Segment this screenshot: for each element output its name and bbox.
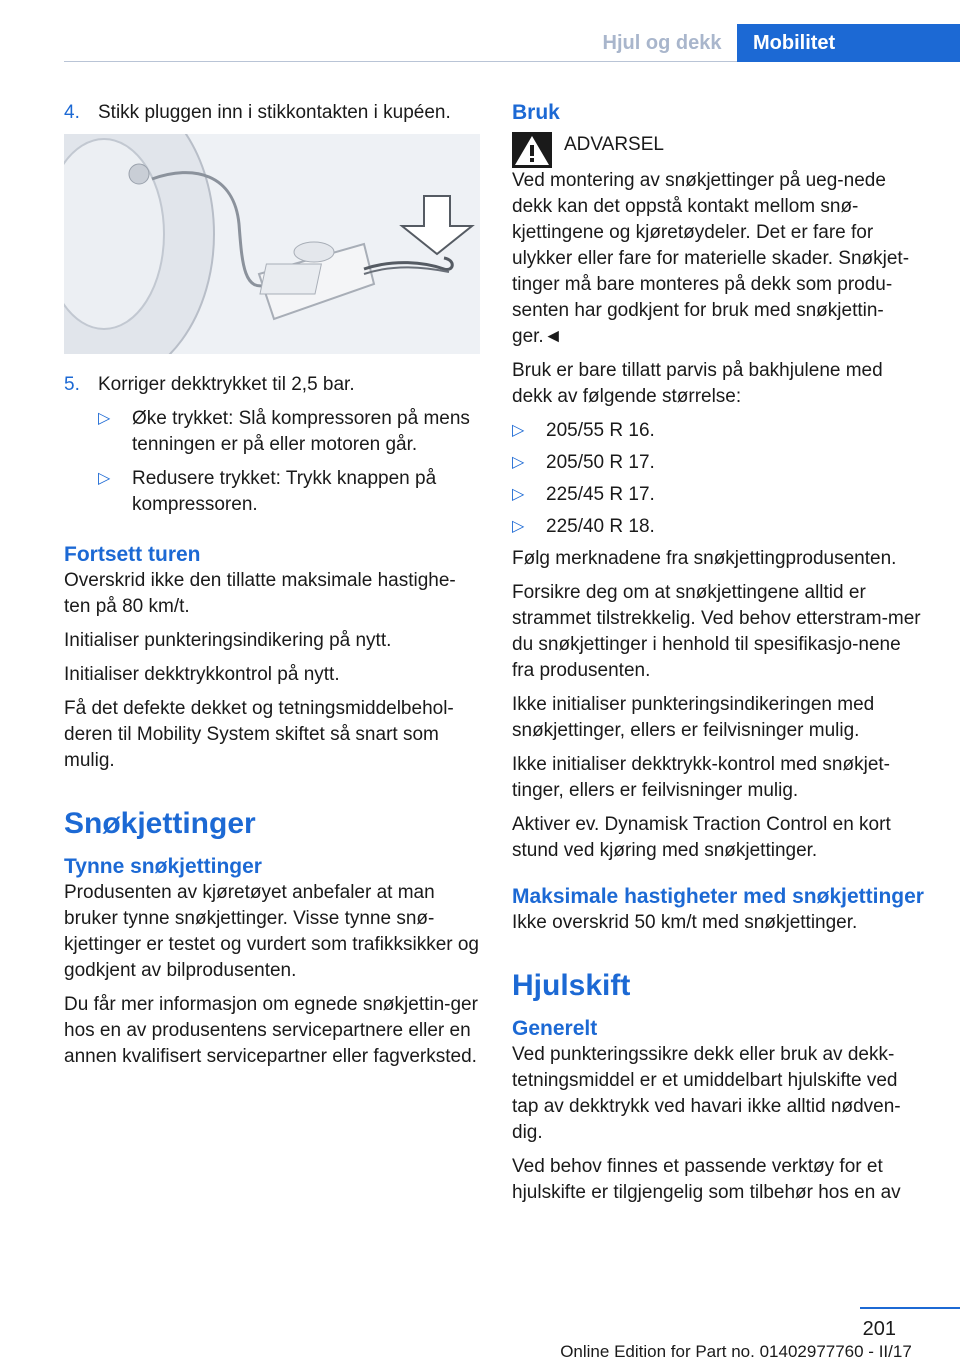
paragraph: Overskrid ikke den tillatte maksimale hastighe-ten på 80 km/t. (64, 570, 456, 617)
compressor-illustration (64, 134, 480, 354)
warning-block (512, 126, 928, 168)
heading-tynne-snokjettinger: Tynne snøkjettinger (64, 855, 262, 878)
list-item-text: 225/40 R 18. (546, 516, 655, 537)
sub-item-text: Øke trykket: Slå kompressoren på mens tenningen er på eller motoren går. (132, 408, 470, 455)
left-column (64, 100, 480, 1078)
paragraph: Følg merknadene fra snøkjettingprodusenten. (512, 548, 897, 569)
paragraph: Ikke initialiser dekktrykk-kontrol med snøkjet-tinger, ellers er feilvisninger mulig. (512, 754, 890, 801)
paragraph: Få det defekte dekket og tetningsmiddelbehol-deren til Mobility System skiftet så snart som mulig. (64, 698, 454, 771)
triangle-bullet-icon: ▷ (98, 410, 111, 427)
list-item-text: 225/45 R 17. (546, 484, 655, 505)
heading-generelt: Generelt (512, 1017, 598, 1040)
warning-triangle-icon (512, 132, 552, 168)
triangle-bullet-icon: ▷ (512, 486, 525, 503)
heading-bruk: Bruk (512, 101, 560, 124)
list-item-text: 205/55 R 16. (546, 420, 655, 441)
sub-item (98, 406, 480, 458)
heading-snokjettinger: Snøkjettinger (64, 807, 256, 840)
step-5 (64, 372, 480, 398)
edition-footer: Online Edition for Part no. 01402977760 - II/17 (560, 1342, 912, 1361)
triangle-bullet-icon: ▷ (512, 454, 525, 471)
step-number: 4. (64, 102, 80, 123)
step-text: Stikk pluggen inn i stikkontakten i kupéen. (98, 102, 451, 123)
footer-rule (860, 1307, 960, 1309)
paragraph: Ikke initialiser punkteringsindikeringen med snøkjettinger, ellers er feilvisninger mulig. (512, 694, 875, 741)
page-number: 201 (862, 1318, 896, 1340)
heading-fortsett-turen: Fortsett turen (64, 543, 201, 566)
paragraph: Ved punkteringssikre dekk eller bruk av dekk-tetningsmiddel er et umiddelbart hjulskifte ved tap av dekktrykk ved havari ikke alltid nødven-dig. (512, 1044, 901, 1143)
sub-item-text: Redusere trykket: Trykk knappen på kompressoren. (132, 468, 437, 515)
list-item (512, 418, 928, 444)
paragraph: Bruk er bare tillatt parvis på bakhjulene med dekk av følgende størrelse: (512, 360, 883, 407)
right-column (512, 100, 928, 1214)
heading-maksimale-hastigheter: Maksimale hastigheter med snøkjettinger (512, 885, 924, 908)
triangle-bullet-icon: ▷ (512, 518, 525, 535)
step-4 (64, 100, 480, 126)
paragraph: Produsenten av kjøretøyet anbefaler at man bruker tynne snøkjettinger. Visse tynne snø-kjettinger er testet og vurdert som trafikksikker og godkjent av bilprodusenten. (64, 882, 479, 981)
sub-item (98, 466, 480, 518)
paragraph: Forsikre deg om at snøkjettingene alltid er strammet tilstrekkelig. Ved behov etterstram-mer du snøkjettinger i henhold til spesifikasjo-nene fra produsenten. (512, 582, 921, 681)
step-text: Korriger dekktrykket til 2,5 bar. (98, 374, 355, 395)
triangle-bullet-icon: ▷ (512, 422, 525, 439)
warning-title: ADVARSEL (564, 134, 664, 155)
paragraph: Ved behov finnes et passende verktøy for et hjulskifte er tilgjengelig som tilbehør hos en av (512, 1156, 901, 1203)
list-item-text: 205/50 R 17. (546, 452, 655, 473)
step-number: 5. (64, 374, 80, 395)
list-item (512, 514, 928, 540)
triangle-bullet-icon: ▷ (98, 470, 111, 487)
paragraph: Initialiser punkteringsindikering på nytt. (64, 630, 392, 651)
paragraph: Aktiver ev. Dynamisk Traction Control en kort stund ved kjøring med snøkjettinger. (512, 814, 891, 861)
warning-text: Ved montering av snøkjettinger på ueg-nede dekk kan det oppstå kontakt mellom snø-kjettingene og kjøretøydeler. Det er fare for ulykker eller fare for materielle skader. Snøkjet-tinger må bare monteres på dekk som produ-senten har godkjent for bruk med snøkjettin-ger.◄ (512, 170, 910, 347)
paragraph: Ikke overskrid 50 km/t med snøkjettinger. (512, 912, 858, 933)
heading-hjulskift: Hjulskift (512, 969, 631, 1002)
tab-hjul-og-dekk[interactable]: Hjul og dekk (602, 31, 722, 54)
paragraph: Initialiser dekktrykkontrol på nytt. (64, 664, 340, 685)
paragraph: Du får mer informasjon om egnede snøkjettin-ger hos en av produsentens servicepartnere eller en annen kvalifisert servicepartner eller fagverksted. (64, 994, 478, 1067)
tab-mobilitet[interactable]: Mobilitet (737, 24, 960, 62)
list-item (512, 482, 928, 508)
list-item (512, 450, 928, 476)
